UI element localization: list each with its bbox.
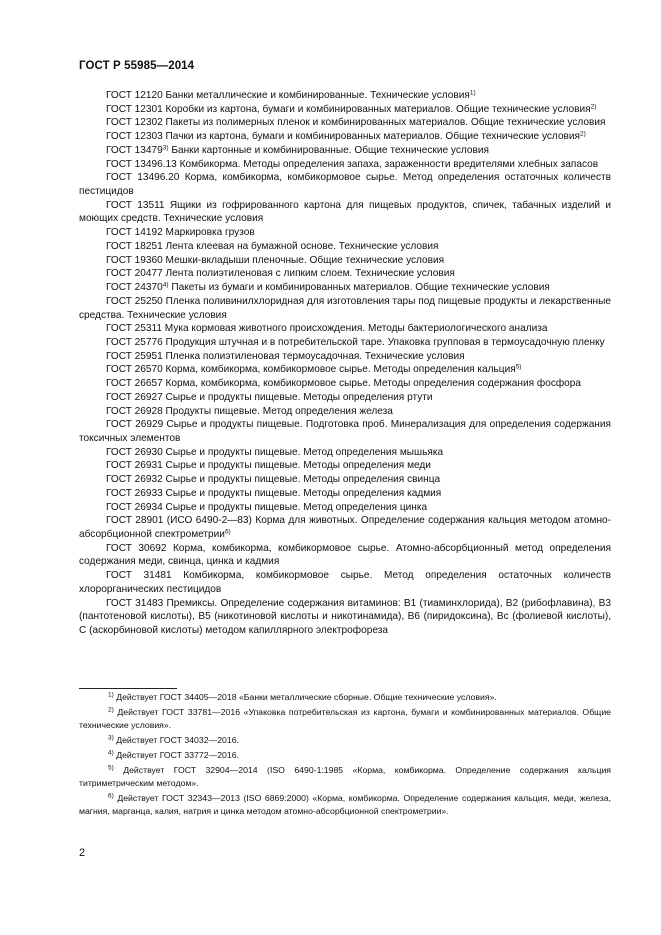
reference-text: ГОСТ 25776 Продукция штучная и в потребительской таре. Упаковка групповая в термоусадочную пленку: [106, 336, 605, 348]
reference-text: ГОСТ 12120 Банки металлические и комбинированные. Технические условия: [106, 90, 470, 101]
reference-text: ГОСТ 12301 Коробки из картона, бумаги и комбинированных материалов. Общие технические условия: [106, 103, 591, 115]
footnote-marker: 6): [224, 528, 231, 536]
reference-entry: [79, 322, 611, 336]
reference-entry: [79, 158, 611, 172]
reference-text: ГОСТ 25250 Пленка поливинилхлоридная для изготовления тары под пищевые продукты и лекарственные средства. Технические условия: [79, 295, 611, 321]
normative-references-list: [79, 89, 611, 638]
reference-text: ГОСТ 13496.13 Комбикорма. Методы определения запаха, зараженности вредителями хлебных запасов: [106, 158, 599, 170]
footnote-marker: 4): [162, 281, 169, 289]
reference-entry: [79, 405, 611, 419]
reference-text: ГОСТ 20477 Лента полиэтиленовая с липким слоем. Технические условия: [106, 268, 455, 280]
reference-entry: [79, 350, 611, 364]
reference-text: ГОСТ 31481 Комбикорма, комбикормовое сырье. Метод определения остаточных количеств хлорорганических пестицидов: [79, 570, 611, 595]
reference-text: ГОСТ 12303 Пачки из картона, бумаги и комбинированных материалов. Общие технические условия: [106, 131, 581, 143]
footnote-marker: 5): [108, 764, 114, 772]
reference-text: ГОСТ 30692 Корма, комбикорма, комбикормовое сырье. Атомно-абсорбционный метод определения содержания меди, свинца, цинка и кадмия: [79, 542, 611, 568]
reference-entry: [79, 336, 611, 350]
footnote-marker: 3): [108, 734, 114, 742]
footnote: [79, 691, 611, 704]
reference-entry: [79, 295, 611, 322]
reference-entry: [79, 418, 611, 445]
reference-text: ГОСТ 26928 Продукты пищевые. Метод определения железа: [106, 405, 393, 417]
footnote-marker: 3): [162, 144, 169, 152]
footnote-separator: [79, 688, 177, 689]
footnote-text: Действует ГОСТ 33772—2016.: [113, 750, 239, 761]
reference-text: ГОСТ 28901 (ИСО 6490-2—83) Корма для животных. Определение содержания кальция методом атомно-абсорбционной спектрометрии: [79, 515, 611, 540]
reference-text: ГОСТ 31483 Премиксы. Определение содержания витаминов: B1 (тиаминхлорида), B2 (рибофлавина), B3 (пантотеновой кислоты), B5 (никотиновой кислоты и никотинамида), B6 (пиридоксина), Bc (фолиевой кислоты), C (аскорбиновой кислоты) методом капиллярного электрофореза: [79, 597, 611, 637]
footnote-text: Действует ГОСТ 34405—2018 «Банки металлические сборные. Общие технические условия».: [113, 692, 497, 702]
reference-entry: [79, 199, 611, 226]
reference-text: ГОСТ 26933 Сырье и продукты пищевые. Методы определения кадмия: [106, 487, 442, 499]
reference-text: ГОСТ 24370: [106, 282, 163, 294]
footnotes-list: [79, 691, 611, 818]
reference-text: ГОСТ 13511 Ящики из гофрированного картона для пищевых продуктов, спичек, табачных изделий и моющих средств. Технические условия: [79, 199, 611, 225]
footnote-text: Действует ГОСТ 32343—2013 (ISO 6869:2000) «Корма, комбикорма. Определение содержания кальция, меди, железа, магния, марганца, калия, натрия и цинка методом атомно-абсорбционной спектрометрии».: [79, 793, 611, 817]
reference-text: ГОСТ 13496.20 Корма, комбикорма, комбикормовое сырье. Метод определения остаточных количеств пестицидов: [79, 172, 611, 198]
reference-entry: [79, 363, 611, 377]
reference-entry: [79, 130, 611, 144]
footnote-marker: 5): [515, 363, 522, 371]
reference-entry: [79, 144, 611, 158]
reference-entry: [79, 446, 611, 460]
reference-text: ГОСТ 26657 Корма, комбикорма, комбикормовое сырье. Методы определения содержания фосфора: [106, 378, 582, 390]
reference-entry: [79, 459, 611, 473]
reference-text: ГОСТ 12302 Пакеты из полимерных пленок и комбинированных материалов. Общие технические условия: [106, 117, 606, 129]
footnote-marker: 2): [108, 706, 114, 714]
reference-text: ГОСТ 26570 Корма, комбикорма, комбикормовое сырье. Методы определения кальция: [106, 364, 516, 376]
footnote-marker: 1): [469, 89, 476, 97]
footnote-text: Действует ГОСТ 32904—2014 (ISO 6490-1:1985 «Корма, комбикорма. Определение содержания кальция титриметрическим методом».: [79, 765, 611, 789]
footnote-marker: 2): [590, 103, 597, 111]
reference-entry: [79, 473, 611, 487]
footnote-marker: 6): [108, 792, 114, 800]
reference-entry: [79, 514, 611, 541]
reference-text: ГОСТ 26930 Сырье и продукты пищевые. Метод определения мышьяка: [106, 446, 444, 458]
reference-text: ГОСТ 26931 Сырье и продукты пищевые. Методы определения меди: [106, 460, 431, 472]
reference-text: ГОСТ 25951 Пленка полиэтиленовая термоусадочная. Технические условия: [106, 350, 465, 362]
reference-entry: [79, 281, 611, 295]
footnote: [79, 706, 611, 732]
reference-entry: [79, 391, 611, 405]
footnote-text: Действует ГОСТ 33781—2016 «Упаковка потребительская из картона, бумаги и комбинированных материалов. Общие технические условия».: [79, 707, 611, 730]
footnote: [79, 764, 611, 790]
footnote-marker: 1): [108, 691, 114, 699]
reference-entry: [79, 542, 611, 569]
reference-entry: [79, 501, 611, 515]
reference-entry: [79, 226, 611, 240]
footnote: [79, 734, 611, 747]
reference-text: ГОСТ 13479: [106, 144, 163, 156]
reference-text-continued: Банки картонные и комбинированные. Общие технические условия: [168, 144, 489, 156]
footnote: [79, 749, 611, 762]
reference-entry: [79, 487, 611, 501]
page-number: 2: [79, 847, 86, 859]
reference-text: ГОСТ 14192 Маркировка грузов: [106, 227, 255, 239]
reference-text: ГОСТ 19360 Мешки-вкладыши пленочные. Общие технические условия: [106, 254, 445, 266]
reference-text: ГОСТ 18251 Лента клеевая на бумажной основе. Технические условия: [106, 240, 439, 252]
reference-entry: [79, 377, 611, 391]
footnote-marker: 2): [580, 130, 586, 138]
reference-entry: [79, 240, 611, 254]
footnote-text: Действует ГОСТ 34032—2016.: [113, 735, 239, 746]
reference-entry: [79, 116, 611, 130]
reference-entry: [79, 267, 611, 281]
footnote-marker: 4): [108, 749, 114, 757]
document-header: ГОСТ Р 55985—2014: [79, 60, 195, 72]
reference-text: ГОСТ 26927 Сырье и продукты пищевые. Методы определения ртути: [106, 391, 433, 403]
reference-entry: [79, 254, 611, 268]
reference-entry: [79, 597, 611, 638]
reference-entry: [79, 89, 611, 103]
reference-entry: [79, 103, 611, 117]
reference-text: ГОСТ 26934 Сырье и продукты пищевые. Метод определения цинка: [106, 501, 428, 513]
reference-text: ГОСТ 26932 Сырье и продукты пищевые. Методы определения свинца: [106, 474, 441, 486]
reference-text: ГОСТ 26929 Сырье и продукты пищевые. Подготовка проб. Минерализация для определения содержания токсичных элементов: [79, 419, 611, 444]
reference-entry: [79, 171, 611, 198]
footnote: [79, 792, 611, 818]
reference-text-continued: Пакеты из бумаги и комбинированных материалов. Общие технические условия: [168, 282, 550, 294]
reference-text: ГОСТ 25311 Мука кормовая животного происхождения. Методы бактериологического анализа: [106, 323, 548, 335]
reference-entry: [79, 569, 611, 596]
